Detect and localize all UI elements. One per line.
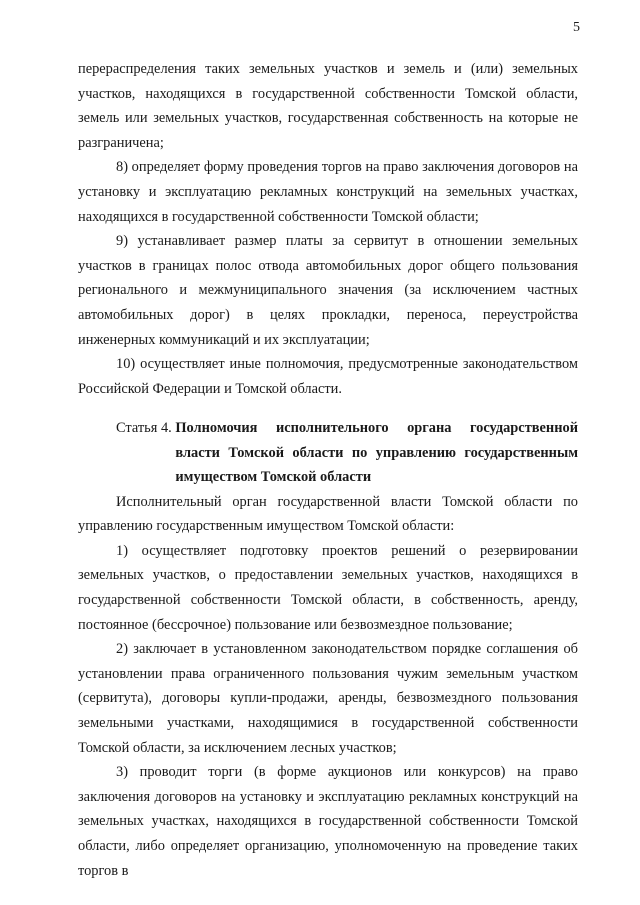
document-body xyxy=(78,57,578,883)
list-item-8: 8) определяет форму проведения торгов на право заключения договоров на установку и эксплуатацию рекламных конструкций на земельных участках, находящихся в государственной собственности Томской области; xyxy=(78,159,578,225)
article-title: Полномочия исполнительного органа государственной власти Томской области по управлению государственным имуществом Томской области xyxy=(175,419,578,486)
list-item-9: 9) устанавливает размер платы за сервитут в отношении земельных участков в границах полос отвода автомобильных дорог общего пользования регионального и межмуниципального значения (за исключением частных автомобильных дорог) в целях прокладки, переноса, переустройства инженерных коммуникаций и их эксплуатации; xyxy=(78,233,578,348)
list-item-1: 1) осуществляет подготовку проектов решений о резервировании земельных участков, о предоставлении земельных участков, находящихся в государственной собственности Томской области, в собственность, аренду, постоянное (бессрочное) пользование или безвозмездное пользование; xyxy=(78,542,578,633)
list-item-10: 10) осуществляет иные полномочия, предусмотренные законодательством Российской Федерации и Томской области. xyxy=(78,356,578,397)
article-intro: Исполнительный орган государственной власти Томской области по управлению государственным имуществом Томской области: xyxy=(78,493,578,535)
article-label: Статья 4. xyxy=(116,419,176,436)
list-item-2: 2) заключает в установленном законодательством порядке соглашения об установлении права ограниченного пользования чужим земельным участком (сервитута), договоры купли-продажи, аренды, безвозмездного пользования земельными участками, находящимися в государственной собственности Томской области, за исключением лесных участков; xyxy=(78,641,578,756)
article-heading xyxy=(78,416,578,490)
paragraph-continuation: перераспределения таких земельных участков и земель и (или) земельных участков, находящихся в государственной собственности Томской области, земель или земельных участков, государственная собственность на которые не разграничена; xyxy=(78,61,578,151)
page-number: 5 xyxy=(573,20,580,35)
list-item-3: 3) проводит торги (в форме аукционов или конкурсов) на право заключения договоров на установку и эксплуатацию рекламных конструкций на земельных участках, находящихся в государственной собственности Томской области, либо определяет организацию, уполномоченную на проведение таких торгов в xyxy=(78,764,578,879)
